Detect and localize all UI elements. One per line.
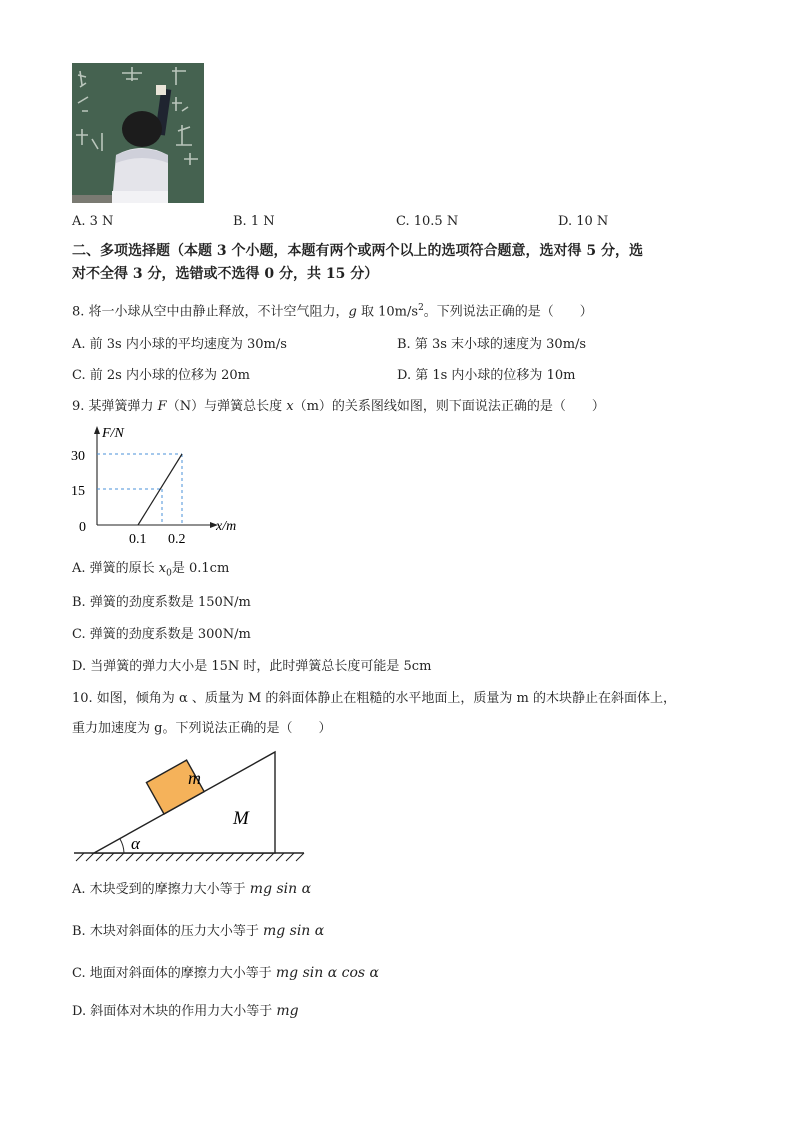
- q9-stem-c: （m）的关系图线如图，则下面说法正确的是（ ）: [293, 399, 605, 414]
- q10-option-b-text: B. 木块对斜面体的压力大小等于: [72, 924, 263, 939]
- block-label: m: [188, 768, 201, 788]
- y-axis-label: [101, 426, 124, 441]
- q9-stem: [72, 398, 605, 416]
- q8-stem-b: 取 10m/s: [356, 304, 419, 320]
- q10-option-d-text: D. 斜面体对木块的作用力大小等于: [72, 1004, 277, 1019]
- q10-option-d: [72, 1002, 299, 1021]
- q8-option-c: C. 前 2s 内小球的位移为 20m: [72, 368, 250, 383]
- q9-stem-a: 9. 某弹簧弹力: [72, 399, 158, 414]
- q9-F-symbol: F: [157, 399, 167, 414]
- q9-option-c: C. 弹簧的劲度系数是 300N/m: [72, 627, 251, 642]
- ground-hatch: [76, 853, 304, 861]
- incline-figure: [72, 748, 310, 863]
- q9-option-d: D. 当弹簧的弹力大小是 15N 时，此时弹簧总长度可能是 5cm: [72, 659, 432, 674]
- q10-option-a-text: A. 木块受到的摩擦力大小等于: [72, 882, 250, 897]
- force-line: [138, 454, 182, 525]
- q10-option-b-expr: mg sin α: [262, 923, 325, 939]
- q10-stem-line2: 重力加速度为 g。下列说法正确的是（ ）: [72, 721, 332, 736]
- q9-option-a: [72, 560, 229, 583]
- q9-option-b: B. 弹簧的劲度系数是 150N/m: [72, 595, 251, 610]
- q7-option-b: B. 1 N: [233, 214, 275, 229]
- q9-x-symbol: x: [286, 399, 294, 414]
- y-axis-label-text: F/N: [102, 426, 124, 441]
- q7-option-d: D. 10 N: [558, 214, 609, 229]
- q9-stem-b: （N）与弹簧总长度: [166, 399, 287, 414]
- q9-option-a-prefix: A. 弹簧的原长: [72, 561, 159, 576]
- y-tick-0: 0: [79, 520, 86, 535]
- section2-heading-line2: 对不全得 3 分，选错或不选得 0 分，共 15 分）: [72, 266, 379, 282]
- q10-option-d-expr: mg: [276, 1003, 299, 1019]
- x-axis-label: [215, 519, 236, 534]
- q8-exponent: 2: [418, 303, 424, 313]
- q8-stem: [72, 299, 593, 321]
- y-tick-30: 30: [71, 449, 85, 464]
- child-at-blackboard-image: [72, 63, 204, 203]
- wedge-label: M: [233, 808, 249, 829]
- q7-option-a: A. 3 N: [72, 214, 114, 229]
- angle-label: α: [131, 834, 140, 853]
- blackboard-photo: [72, 63, 204, 203]
- x-tick-0.1: 0.1: [129, 532, 147, 547]
- q8-option-b: B. 第 3s 末小球的速度为 30m/s: [397, 337, 587, 352]
- y-tick-15: 15: [71, 484, 85, 499]
- q8-option-d: D. 第 1s 内小球的位移为 10m: [397, 368, 576, 383]
- y-axis-arrow: [94, 426, 100, 434]
- q10-option-a: [72, 880, 311, 899]
- x-tick-0.2: 0.2: [168, 532, 186, 547]
- q8-stem-c: 。下列说法正确的是（ ）: [423, 304, 593, 320]
- q10-option-a-expr: mg sin α: [249, 881, 312, 897]
- q10-stem-line1: 10. 如图，倾角为 α 、质量为 M 的斜面体静止在粗糙的水平地面上，质量为 m 的木块静止在斜面体上，: [72, 691, 677, 706]
- q9-option-a-sub: 0: [166, 568, 172, 579]
- q7-option-c: C. 10.5 N: [396, 214, 459, 229]
- x-axis-label-text: x/m: [216, 519, 237, 534]
- q8-stem-a: 8. 将一小球从空中由静止释放，不计空气阻力，: [72, 304, 349, 320]
- q10-option-c-text: C. 地面对斜面体的摩擦力大小等于: [72, 966, 276, 981]
- q8-g-symbol: g: [348, 304, 357, 320]
- q10-option-c-expr: mg sin α cos α: [275, 965, 379, 981]
- q10-option-b: [72, 922, 324, 941]
- q10-option-c: [72, 964, 379, 983]
- q9-option-a-x: x: [158, 561, 167, 576]
- section2-heading-line1: 二、多项选择题（本题 3 个小题，本题有两个或两个以上的选项符合题意，选对得 5 分，选: [72, 243, 643, 259]
- spring-force-graph: [66, 422, 256, 550]
- q8-option-a: A. 前 3s 内小球的平均速度为 30m/s: [72, 337, 287, 352]
- q9-option-a-suffix: 是 0.1cm: [171, 561, 230, 576]
